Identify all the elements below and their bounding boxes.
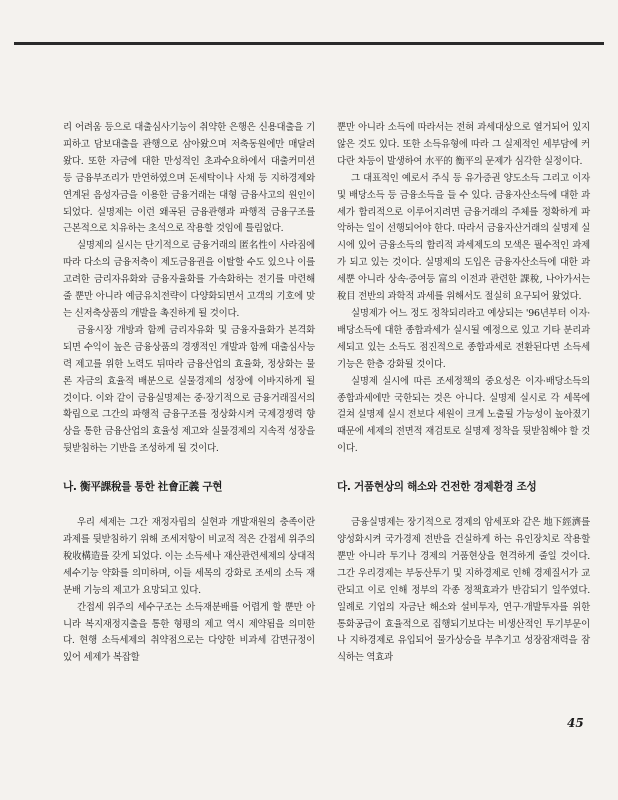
section-heading: 다. 거품현상의 해소와 건전한 경제환경 조성 (337, 481, 537, 494)
paragraph: 실명제 실시에 따른 조세정책의 중요성은 이자·배당소득의 종합과세에만 국한되는 것은 아니다. 실명제 실시로 각 세목에 걸쳐 실명제 실시 전보다 세원이 크게 노출될 가능성이 높아졌기 때문에 세제의 전면적 재검토로 실명제 정착을 뒷받침해야 할 것이다. (337, 375, 590, 455)
section-heading: 나. 衡平課稅를 통한 社會正義 구현 (63, 481, 223, 494)
left-column (63, 120, 315, 667)
top-rule (14, 42, 604, 45)
paragraph: 간접세 위주의 세수구조는 소득재분배를 어렵게 할 뿐만 아니라 복지재정지출을 통한 형평의 제고 역시 제약됨을 의미한다. 현행 소득세제의 취약점으로는 다양한 비과세 감면규정이 있어 세제가 복잡할 (63, 601, 315, 664)
paragraph: 금융시장 개방과 함께 금리자유화 및 금융자율화가 본격화되면 수익이 높은 금융상품의 경쟁적인 개발과 함께 대출심사능력 제고를 위한 노력도 뒤따라 금융산업의 효율화, 정상화는 물론 자금의 효율적 배분으로 실물경제의 성장에 이바지하게 될 것이다. 이와 같이 금융실명제는 중·장기적으로 금융거래질서의 확립으로 그간의 파행적 금융구조를 정상화시켜 국제경쟁력 향상을 통한 금융산업의 효율성 제고와 실물경제의 지속적 성장을 뒷받침하는 기반을 조성하게 될 것이다. (63, 324, 315, 455)
paragraph: 우리 세제는 그간 재정자립의 실현과 개발재원의 충족이란 과제를 뒷받침하기 위해 조세저항이 비교적 적은 간접세 위주의 稅收構造를 갖게 되었다. 이는 소득세나 재산관련세제의 상대적 세수기능 약화를 의미하며, 이들 세목의 강화로 조세의 소득 재분배 기능의 제고가 요망되고 있다. (63, 517, 315, 596)
paragraph: 뿐만 아니라 소득에 따라서는 전혀 과세대상으로 열거되어 있지 않은 것도 있다. 또한 소득유형에 따라 그 실제적인 세부담에 커다란 차등이 발생하여 水平的 衡平의 문제가 심각한 실정이다. (337, 122, 590, 167)
paragraph: 실명제가 어느 정도 정착되리라고 예상되는 '96년부터 이자·배당소득에 대한 종합과세가 실시될 예정으로 있고 기타 분리과세되고 있는 소득도 점진적으로 종합과세로 전환된다면 소득세 기능은 한층 강화될 것이다. (337, 307, 590, 370)
page-number: 45 (567, 716, 584, 730)
paragraph: 금융실명제는 장기적으로 경제의 암세포와 같은 地下經濟를 양성화시켜 국가경제 전반을 건실하게 하는 유인장치로 작용할 뿐만 아니라 투기나 경제의 거품현상을 현격하게 줄일 것이다. 그간 우리경제는 부동산투기 및 지하경제로 인해 경제질서가 교란되고 이로 인해 정부의 각종 정책효과가 반감되기 일쑤였다. 일례로 기업의 자금난 해소와 설비투자, 연구·개발투자를 위한 통화공급이 효율적으로 집행되기보다는 비생산적인 투기부문이나 지하경제로 유입되어 물가상승을 부추기고 성장잠재력을 잠식하는 역효과 (337, 517, 590, 664)
right-column (337, 120, 590, 667)
paragraph: 실명제의 실시는 단기적으로 금융거래의 匿名性이 사라짐에 따라 다소의 금융저축이 제도금융권을 이탈할 수도 있으나 이를 고려한 금리자유화와 금융자율화를 가속화하는 전기를 마련해 줄 뿐만 아니라 예금유치전략이 다양화되면서 고객의 기호에 맞는 신저축상품의 개발을 촉진하게 될 것이다. (63, 240, 315, 319)
paragraph: 그 대표적인 예로서 주식 등 유가증권 양도소득 그리고 이자 및 배당소득 등 금융소득을 들 수 있다. 금융자산소득에 대한 과세가 합리적으로 이루어지려면 금융거래의 주체를 정확하게 파악하는 일이 선행되어야 한다. 따라서 금융자산거래의 실명제 실시에 있어 금융소득의 합리적 과세제도의 모색은 필수적인 과제가 되고 있는 것이다. 실명제의 도입은 금융자산소득에 대한 과세뿐 아니라 상속·증여등 富의 이전과 관련한 課稅, 나아가서는 稅目 전반의 과학적 과세를 위해서도 절실히 요구되어 왔었다. (337, 172, 590, 303)
paragraph: 리 어려움 등으로 대출심사기능이 취약한 은행은 신용대출을 기피하고 담보대출을 관행으로 삼아왔으며 저축동원에만 매달려 왔다. 또한 자금에 대한 만성적인 초과수요하에서 대출커미션 등 금융부조리가 만연하였으며 돈세탁이나 사채 등 지하경제와 연계된 음성자금을 이용한 금융거래는 대형 금융사고의 원인이 되었다. 실명제는 이런 왜곡된 금융관행과 파행적 금융구조를 근본적으로 치유하는 초석으로 작용할 것임에 틀림없다. (63, 122, 315, 235)
